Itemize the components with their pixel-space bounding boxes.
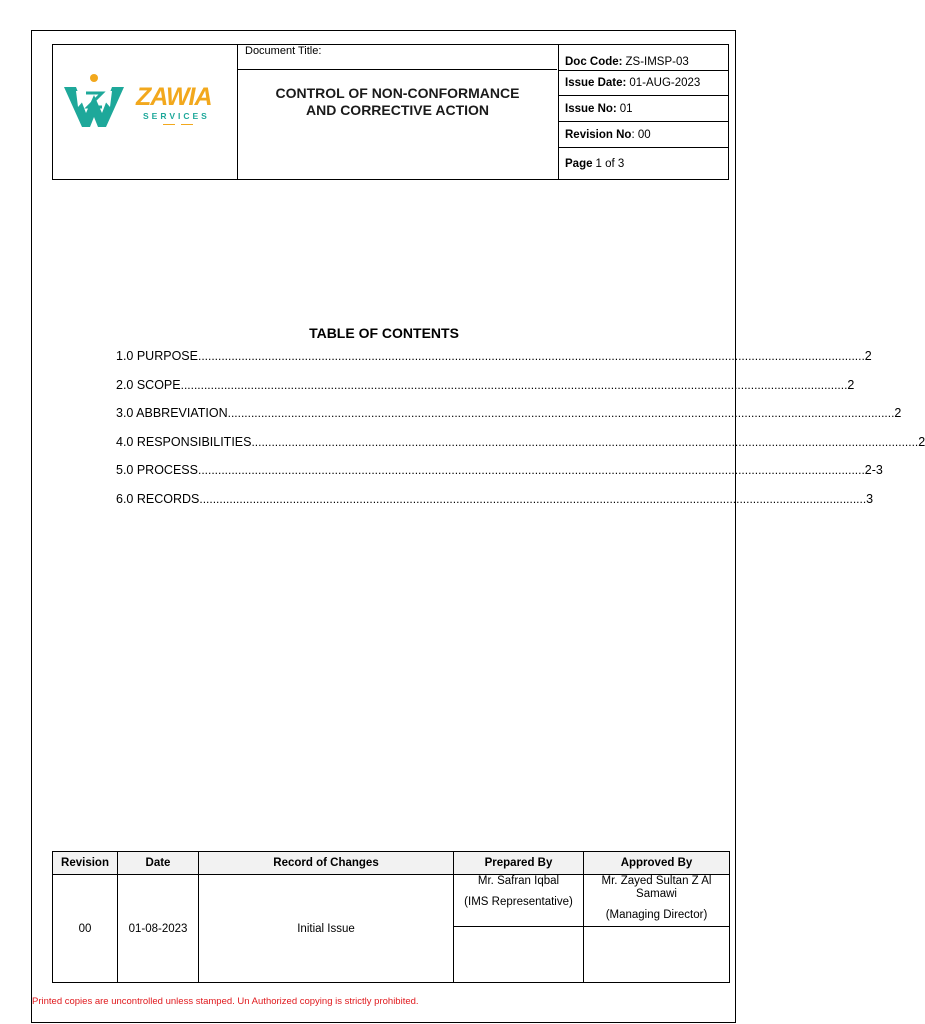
- toc-item-page: 3: [866, 491, 874, 506]
- table-row: [53, 875, 730, 927]
- toc-leader-dots: ........................................................................................................................................................................................................: [180, 377, 848, 392]
- toc-item-page: 2: [918, 434, 925, 449]
- toc-item-label: 4.0 RESPONSIBILITIES: [116, 434, 252, 449]
- logo-cell: [53, 45, 238, 179]
- revision-no-label: Revision No: [565, 128, 632, 141]
- toc-leader-dots: ........................................................................................................................................................................................................: [227, 406, 895, 420]
- document-title-label: Document Title:: [238, 45, 557, 70]
- revision-table: [52, 851, 730, 983]
- revision-no-row: [559, 122, 729, 148]
- column-header-revision: Revision: [53, 852, 118, 875]
- toc-item[interactable]: [116, 349, 872, 378]
- column-header-prepared-by: Prepared By: [454, 852, 584, 875]
- revision-cell: 00: [53, 875, 118, 983]
- toc-item[interactable]: [116, 406, 902, 435]
- toc-item-page: 2: [864, 349, 872, 363]
- toc-item[interactable]: [116, 377, 855, 407]
- document-meta: [558, 45, 728, 179]
- document-title-line-2: AND CORRECTIVE ACTION: [305, 102, 490, 118]
- issue-date-label: Issue Date:: [565, 77, 627, 89]
- prepared-by-cell: [454, 875, 584, 927]
- issue-no-row: [559, 96, 729, 122]
- toc-item-label: 5.0 PROCESS: [116, 463, 198, 477]
- title-cell: [238, 45, 558, 179]
- zawia-logo-icon: [62, 73, 126, 131]
- prepared-by-name: Mr. Safran Iqbal: [477, 875, 560, 887]
- page-value: 1 of 3: [595, 157, 625, 170]
- toc-leader-dots: ........................................................................................................................................................................................................: [251, 434, 919, 449]
- toc-item-label: 1.0 PURPOSE: [116, 349, 198, 363]
- issue-date-value: 01-AUG-2023: [629, 77, 701, 89]
- page-row: [559, 148, 729, 179]
- revision-no-value: : 00: [631, 128, 651, 141]
- doc-code-value: ZS-IMSP-03: [625, 55, 689, 68]
- toc-leader-dots: ........................................................................................................................................................................................................: [197, 463, 865, 477]
- approved-by-cell: [584, 875, 730, 927]
- revision-table-header: [53, 852, 730, 875]
- toc-item-page: 2: [847, 377, 855, 392]
- logo-subtitle: SERVICES: [143, 111, 210, 121]
- doc-code-row: [559, 45, 729, 71]
- toc-item[interactable]: [116, 491, 874, 521]
- toc-item-page: 2: [894, 406, 902, 420]
- toc-item-page: 2-3: [864, 463, 883, 477]
- prepared-by-signature: [454, 927, 584, 983]
- approved-by-role: (Managing Director): [605, 909, 708, 921]
- page-label: Page: [565, 157, 593, 170]
- toc-title: TABLE OF CONTENTS: [309, 325, 459, 341]
- approved-by-signature: [584, 927, 730, 983]
- approved-by-name: Mr. Zayed Sultan Z Al Samawi: [601, 875, 712, 900]
- logo-wordmark: ZAWIA: [136, 83, 212, 111]
- doc-code-label: Doc Code:: [565, 55, 623, 68]
- date-cell: 01-08-2023: [118, 875, 199, 983]
- toc-item[interactable]: [116, 434, 925, 464]
- column-header-approved-by: Approved By: [584, 852, 730, 875]
- table-of-contents: [116, 349, 925, 520]
- toc-item[interactable]: [116, 463, 883, 492]
- column-header-date: Date: [118, 852, 199, 875]
- document-title-line-1: CONTROL OF NON-CONFORMANCE: [275, 85, 520, 101]
- toc-item-label: 6.0 RECORDS: [116, 491, 200, 506]
- toc-leader-dots: ........................................................................................................................................................................................................: [197, 349, 865, 363]
- changes-cell: Initial Issue: [199, 875, 454, 983]
- issue-no-value: 01: [619, 102, 633, 115]
- issue-no-label: Issue No:: [565, 102, 617, 115]
- document-header: [52, 44, 729, 180]
- toc-item-label: 3.0 ABBREVIATION: [116, 406, 228, 420]
- footer-note: Printed copies are uncontrolled unless stamped. Un Authorized copying is strictly prohibited.: [32, 996, 419, 1007]
- prepared-by-role: (IMS Representative): [464, 896, 573, 908]
- column-header-changes: Record of Changes: [199, 852, 454, 875]
- issue-date-row: [559, 71, 729, 96]
- document-title: [238, 85, 557, 119]
- logo-divider-icon: [163, 124, 193, 126]
- toc-item-label: 2.0 SCOPE: [116, 377, 181, 392]
- toc-leader-dots: ........................................................................................................................................................................................................: [199, 491, 867, 506]
